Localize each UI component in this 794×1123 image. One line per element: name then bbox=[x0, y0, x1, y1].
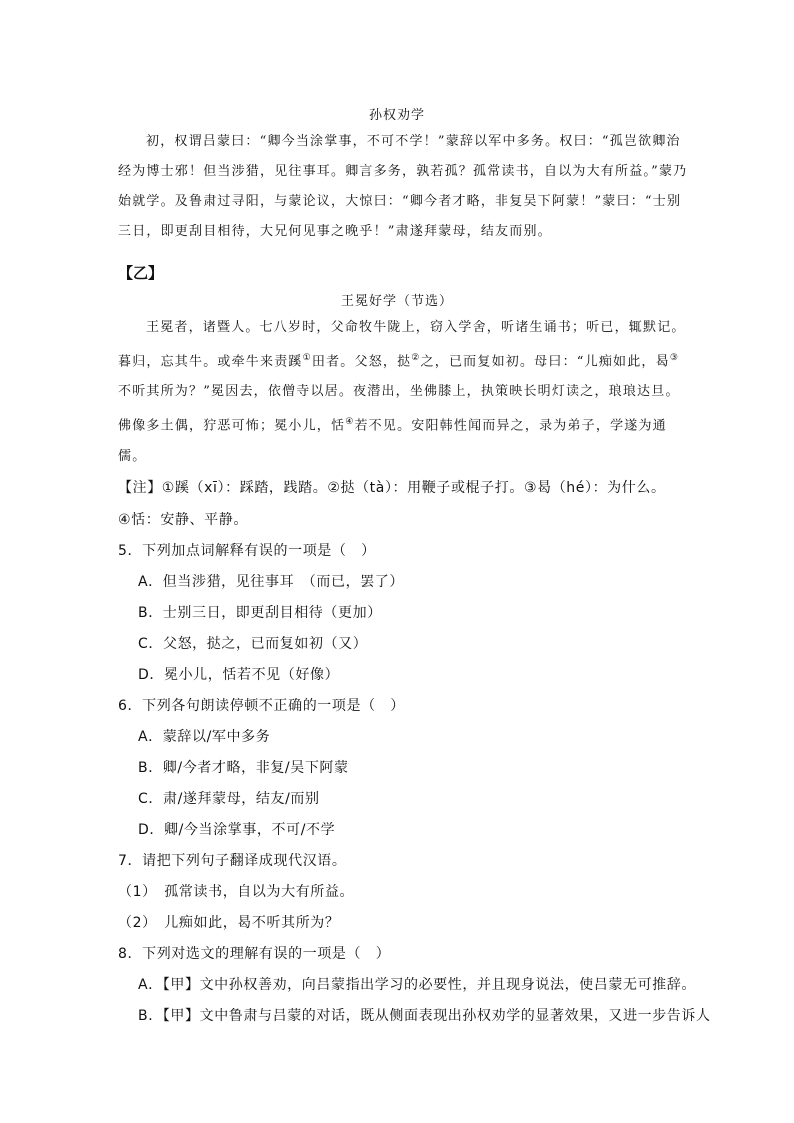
question-6-stem: 6．下列各句朗读停顿不正确的一项是（ ） bbox=[118, 698, 405, 714]
passage-b-segment: 之，已而复如初。母曰：“儿痴如此，曷 bbox=[420, 354, 670, 370]
question-5-option-c: C．父怒，挞之，已而复如初（又） bbox=[138, 636, 368, 652]
passage-b-segment: 田者。父怒，挞 bbox=[311, 354, 412, 370]
passage-b-segment: 不听其所为？”冕因去，依僧寺以居。夜潜出，坐佛膝上，执策映长明灯读之，琅琅达旦。佛像多土偶，狞恶可怖；冕小儿，恬 bbox=[118, 384, 680, 434]
question-6-option-c: C．肃/遂拜蒙母，结友/而别 bbox=[138, 791, 320, 807]
footnote-mark: ② bbox=[411, 353, 421, 363]
question-5-stem: 5．下列加点词解释有误的一项是（ ） bbox=[118, 543, 376, 559]
question-8-option-b: B．【甲】文中鲁肃与吕蒙的对话，既从侧面表现出孙权劝学的显著效果，又进一步告诉人 bbox=[138, 1008, 711, 1024]
question-6-option-b: B．卿/今者才略，非复/吴下阿蒙 bbox=[138, 760, 349, 776]
footnote-mark: ① bbox=[302, 353, 312, 363]
question-5-option-b: B．士别三日，即更刮目相待（更加） bbox=[138, 605, 382, 621]
question-6-option-d: D．卿/今当涂掌事，不可/不学 bbox=[138, 822, 336, 838]
passage-b-segment: 若不见。安阳韩性闻而异之，录为弟子，学遂为通儒。 bbox=[118, 418, 667, 464]
question-7-stem: 7．请把下列句子翻译成现代汉语。 bbox=[118, 853, 347, 869]
section-b-label: 【乙】 bbox=[118, 264, 164, 282]
passage-b-title: 王冕好学（节选） bbox=[340, 294, 453, 309]
question-7-item-1: （1） 孤常读书，自以为大有所益。 bbox=[118, 884, 355, 900]
passage-a-text: 初，权谓吕蒙曰：“卿今当涂掌事，不可不学！”蒙辞以军中多务。权曰：“孤岂欲卿治经为博士邪！但当涉猎，见往事耳。卿言多务，孰若孤？孤常读书，自以为大有所益。”蒙乃始就学。及鲁肃过寻阳，与蒙论议，大惊曰：“卿今者才略，非复吴下阿蒙！”蒙曰：“士别三日，即更刮目相待，大兄何见事之晚乎！”肃遂拜蒙母，结友而别。 bbox=[118, 134, 688, 239]
question-7-item-2: （2） 儿痴如此，曷不听其所为？ bbox=[118, 915, 340, 931]
question-8-stem: 8．下列对选文的理解有误的一项是（ ） bbox=[118, 946, 391, 962]
passage-b-segment: 王冕者，诸暨人。七八岁时，父命牧牛陇上，窃入学舍，听诸生诵书；听已，辄默记。暮归，忘其牛。或牵牛来责蹊 bbox=[118, 320, 686, 370]
passage-b-text bbox=[118, 313, 688, 472]
question-5-option-a: A．但当涉猎，见往事耳 （而已，罢了） bbox=[138, 574, 404, 590]
passage-a-title: 孙权劝学 bbox=[368, 108, 425, 123]
footnote: 【注】①蹊（xī）：踩踏，践踏。②挞（tà）：用鞭子或棍子打。③曷（hé）：为什么。④恬：安静、平静。 bbox=[118, 480, 666, 528]
question-6-option-a: A．蒙辞以/军中多务 bbox=[138, 729, 271, 745]
question-5-option-d: D．冕小儿，恬若不见（好像） bbox=[138, 667, 340, 683]
footnote-mark: ③ bbox=[669, 353, 680, 363]
question-8-option-a: A．【甲】文中孙权善劝，向吕蒙指出学习的必要性，并且现身说法，使吕蒙无可推辞。 bbox=[138, 977, 696, 993]
footnote-mark: ④ bbox=[345, 417, 355, 428]
